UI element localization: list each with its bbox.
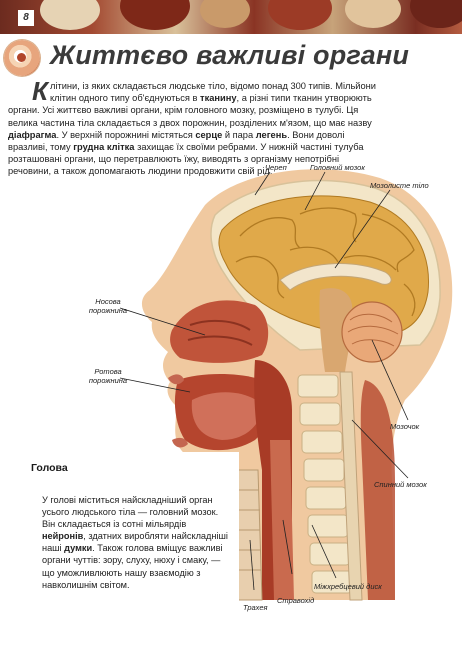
label-intervertebral-disc: Міжхребцевий диск	[314, 582, 382, 591]
label-spinal-cord: Спинний мозок	[374, 480, 427, 489]
label-cerebellum: Мозочок	[390, 422, 420, 431]
page-number: 8	[18, 10, 34, 26]
label-brain: Головний мозок	[310, 163, 365, 172]
term-thoughts: думки	[64, 543, 93, 554]
label-skull: Череп	[265, 163, 287, 172]
term-heart: серце	[195, 129, 223, 140]
page-title: Життєво важливі органи	[50, 40, 410, 70]
dropcap: К	[32, 76, 48, 106]
head-info-box	[21, 452, 239, 644]
label-oral-cavity: Ротова порожнина	[88, 367, 128, 385]
intro-text: захищає їх своїми ребрами. У нижній частині тулуба розташовані органи, що перетравлюють їжу, виводять з організму непотрібні речовини, а також допомагають людини продовжити свій рід.	[8, 142, 364, 177]
info-box-heading: Голова	[31, 462, 68, 474]
term-tissue: тканину	[200, 93, 237, 104]
info-text: У голові міститься найскладніший орган усього людського тіла — головний мозок. Він складається із сотні мільярдів	[42, 495, 219, 530]
intro-text: . У верхній порожнині містяться	[56, 129, 196, 140]
term-diaphragm: діафрагма	[8, 129, 57, 140]
intro-text: й пара	[222, 129, 256, 140]
info-text: . Також голова вміщує важливі органи чуттів: зору, слуху, нюху і смаку, — що уможливлюють нашу взаємодію з навколишнім світом.	[42, 543, 223, 590]
label-corpus-callosum: Мозолисте тіло	[370, 181, 429, 190]
term-ribcage: грудна клітка	[73, 142, 135, 153]
info-text: , здатних виробляти найскладніші наші	[42, 531, 228, 554]
intro-text: літини, із яких складається людське тіло, відомо понад 300 типів. Мільйони клітин одного типу об'єднуються в	[49, 81, 376, 104]
term-lungs: легень	[255, 129, 288, 140]
info-box-text	[42, 494, 232, 591]
intro-text: . Вони доволі вразливі, тому	[8, 129, 345, 153]
label-esophagus: Стравохід	[277, 596, 315, 605]
intro-text: , а різні типи тканин утворюють органи. Усі життєво важливі органи, крім головного мозку, розміщено в тулубі. Ця велика частина тіла складається з двох порожнин, розділених м'язом, що має назву	[8, 93, 372, 128]
esophagus	[270, 440, 294, 600]
label-nasal-cavity: Носова порожнина	[88, 297, 128, 315]
label-trachea: Трахея	[243, 603, 268, 612]
term-neurons: нейронів	[42, 531, 84, 542]
